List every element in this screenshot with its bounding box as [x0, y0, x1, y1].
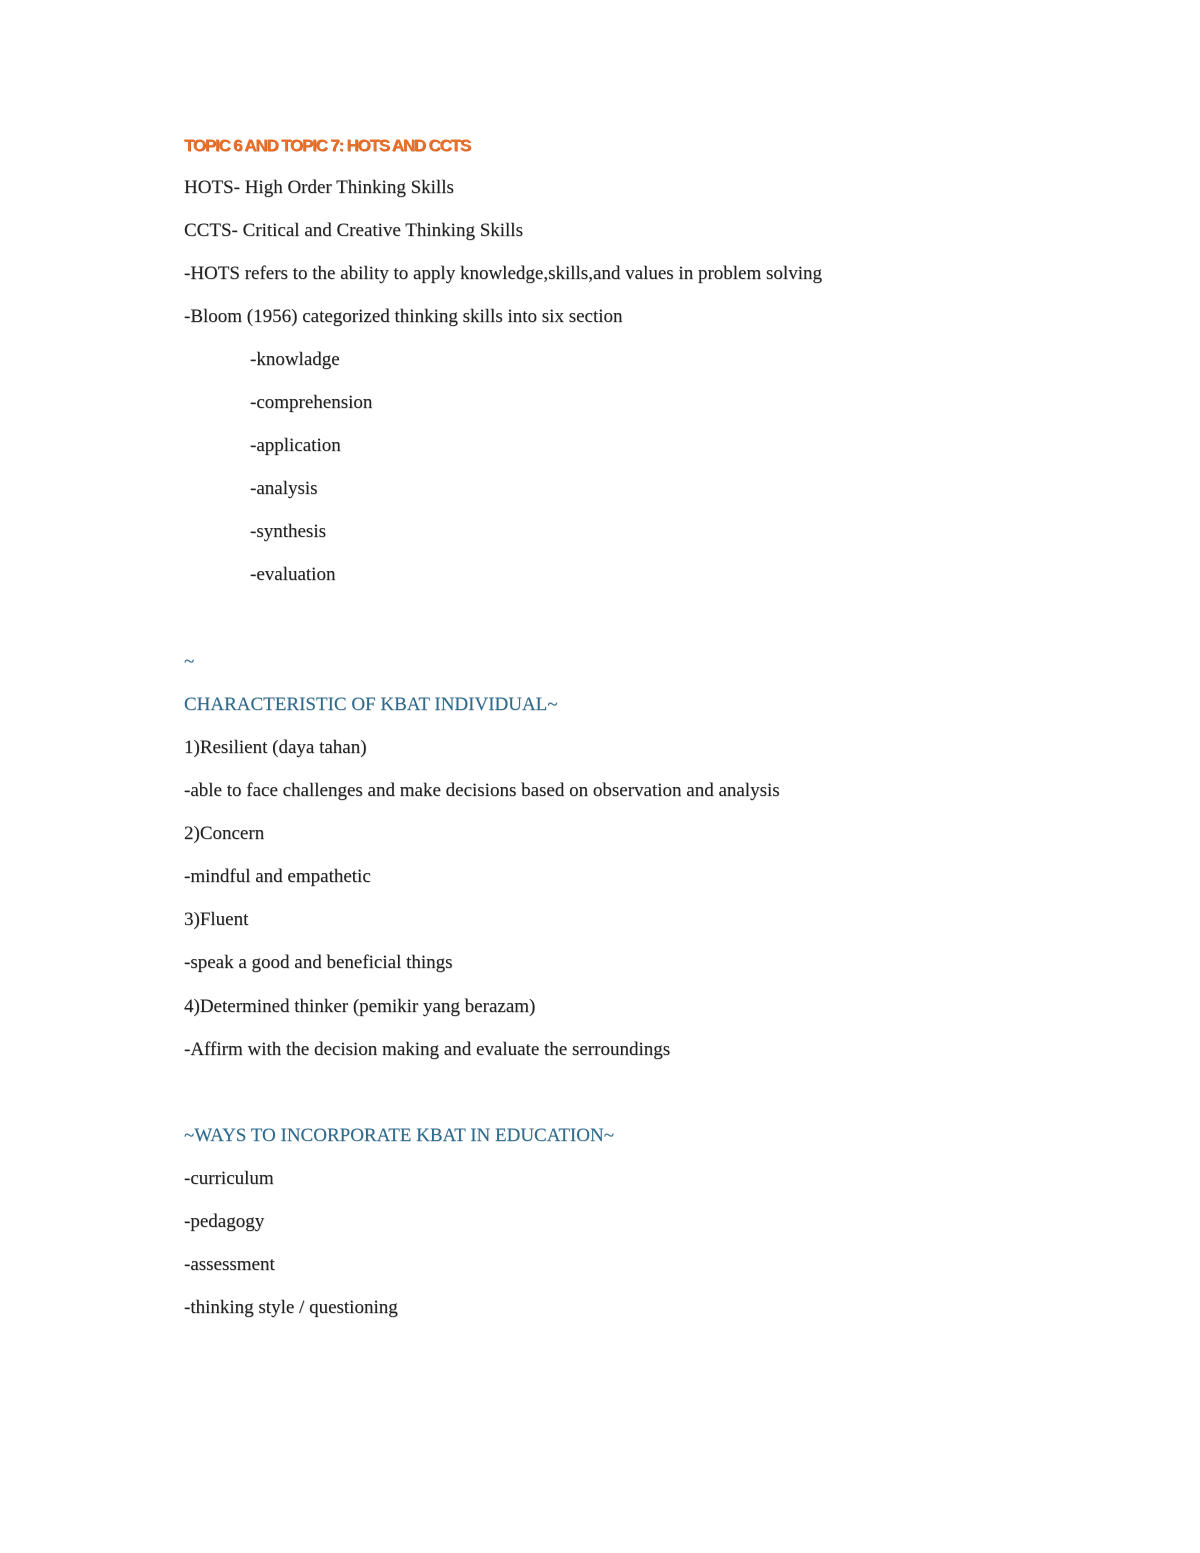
- definition-line: -HOTS refers to the ability to apply knowledge,skills,and values in problem solving: [184, 263, 822, 284]
- separator-tilde: ~: [184, 651, 195, 672]
- bloom-level-item: -analysis: [250, 478, 318, 499]
- definition-line: HOTS- High Order Thinking Skills: [184, 177, 454, 198]
- section-heading-ways: ~WAYS TO INCORPORATE KBAT IN EDUCATION~: [184, 1125, 614, 1146]
- section-line: -speak a good and beneficial things: [184, 952, 453, 973]
- section-line: 2)Concern: [184, 823, 265, 844]
- section-line: -able to face challenges and make decisions based on observation and analysis: [184, 780, 780, 801]
- definition-line: CCTS- Critical and Creative Thinking Skills: [184, 220, 523, 241]
- section-line: 4)Determined thinker (pemikir yang berazam): [184, 996, 536, 1017]
- section-heading-characteristics: CHARACTERISTIC OF KBAT INDIVIDUAL~: [184, 694, 558, 715]
- bloom-level-item: -comprehension: [250, 392, 373, 413]
- bloom-level-item: -synthesis: [250, 521, 326, 542]
- section-line: 3)Fluent: [184, 909, 249, 930]
- section-line: -assessment: [184, 1254, 275, 1275]
- bloom-level-item: -evaluation: [250, 564, 336, 585]
- section-line: -pedagogy: [184, 1211, 265, 1232]
- section-line: 1)Resilient (daya tahan): [184, 737, 367, 758]
- section-line: -Affirm with the decision making and evaluate the serroundings: [184, 1039, 671, 1060]
- section-line: -thinking style / questioning: [184, 1297, 398, 1318]
- definition-line: -Bloom (1956) categorized thinking skills into six section: [184, 306, 623, 327]
- section-line: -curriculum: [184, 1168, 274, 1189]
- section-line: -mindful and empathetic: [184, 866, 371, 887]
- document-title: TOPIC 6 AND TOPIC 7: HOTS AND CCTS: [184, 136, 471, 155]
- bloom-level-item: -application: [250, 435, 341, 456]
- bloom-level-item: -knowladge: [250, 349, 340, 370]
